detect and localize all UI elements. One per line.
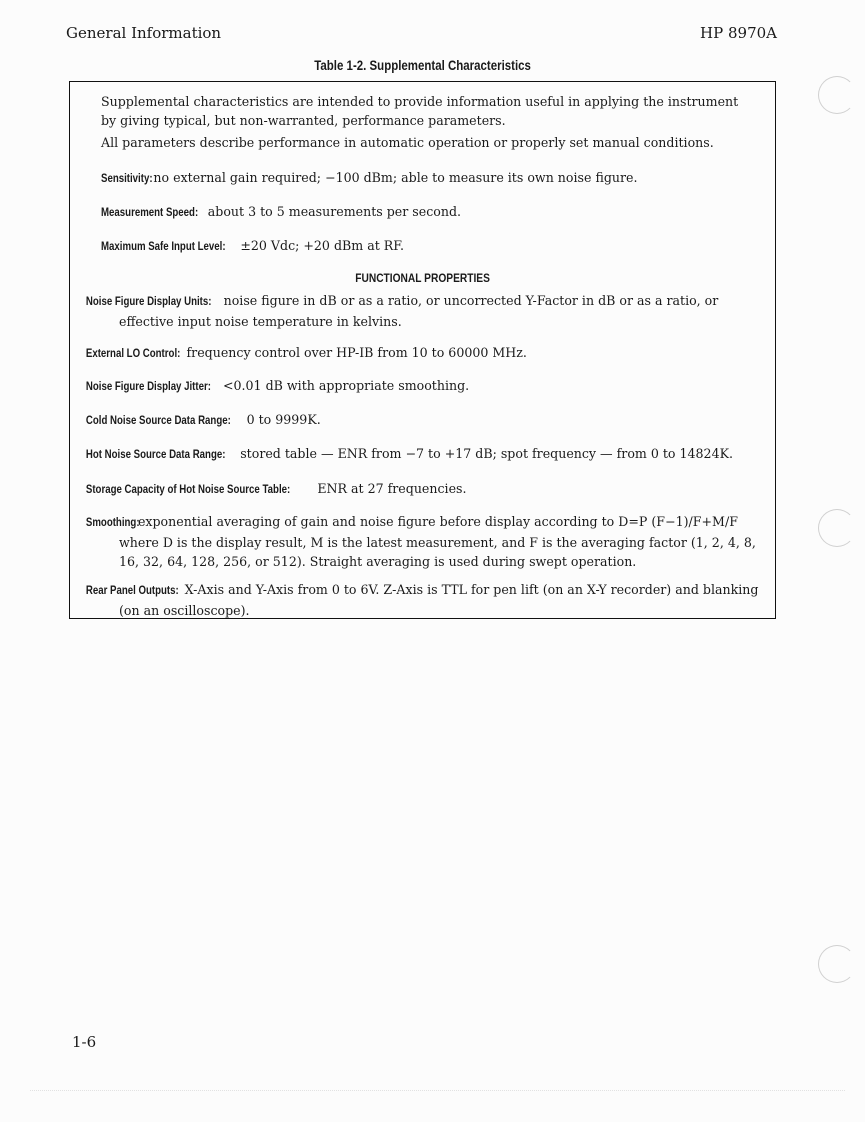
item-text: 0 to 9999K. <box>246 412 321 427</box>
item-external-lo <box>85 343 767 364</box>
item-display-units <box>85 291 767 331</box>
punch-hole-top <box>818 76 856 114</box>
item-text: about 3 to 5 measurements per second. <box>207 204 462 219</box>
item-max-safe-input <box>101 236 749 257</box>
item-label: Sensitivity: <box>101 173 153 185</box>
item-label: Measurement Speed: <box>101 207 199 219</box>
item-label: Rear Panel Outputs: <box>85 585 179 597</box>
item-measurement-speed <box>101 202 749 223</box>
item-label: Noise Figure Display Units: <box>85 296 212 308</box>
item-text: ±20 Vdc; +20 dBm at RF. <box>240 238 405 253</box>
intro-paragraph-2: All parameters describe performance in automatic operation or properly set manual conditions. <box>101 135 714 150</box>
punch-hole-bottom <box>818 945 856 983</box>
item-label: External LO Control: <box>85 348 181 360</box>
item-text: <0.01 dB with appropriate smoothing. <box>222 378 470 393</box>
item-sensitivity <box>101 168 749 189</box>
item-label: Storage Capacity of Hot Noise Source Table: <box>85 484 291 496</box>
item-label: Noise Figure Display Jitter: <box>85 381 211 393</box>
section-heading: FUNCTIONAL PROPERTIES <box>355 271 490 285</box>
item-rear-panel-outputs <box>85 580 767 620</box>
page-header-right: HP 8970A <box>700 24 777 42</box>
item-text: X-Axis and Y-Axis from 0 to 6V. Z-Axis is TTL for pen lift (on an X-Y recorder) and blanking (on an oscilloscope). <box>119 582 759 618</box>
item-storage-capacity <box>85 479 767 500</box>
item-cold-noise-range <box>85 410 767 431</box>
page-header-left: General Information <box>66 24 222 42</box>
item-label: Hot Noise Source Data Range: <box>85 449 226 461</box>
scan-edge-line <box>30 1090 845 1091</box>
item-text: ENR at 27 frequencies. <box>317 481 467 496</box>
item-text: noise figure in dB or as a ratio, or uncorrected Y-Factor in dB or as a ratio, or effective input noise temperature in kelvins. <box>119 293 719 329</box>
item-hot-noise-range <box>85 444 767 465</box>
item-display-jitter <box>85 376 767 397</box>
item-text: frequency control over HP-IB from 10 to 60000 MHz. <box>186 345 527 360</box>
item-text: exponential averaging of gain and noise figure before display according to D=P (F−1)/F+M/F where D is the display result, M is the latest measurement, and F is the averaging factor (1, 2, 4, 8, 16, 32, 64, 128, 256, or 512). Straight averaging is used during swept operation. <box>119 514 756 569</box>
item-label: Cold Noise Source Data Range: <box>85 415 231 427</box>
item-smoothing <box>85 512 767 571</box>
intro-paragraph-1: Supplemental characteristics are intended to provide information useful in applying the instrument by giving typical, but non-warranted, performance parameters. <box>101 94 739 128</box>
punch-hole-middle <box>818 509 856 547</box>
item-text: stored table — ENR from −7 to +17 dB; spot frequency — from 0 to 14824K. <box>240 446 733 461</box>
item-label: Smoothing: <box>85 517 140 529</box>
item-label: Maximum Safe Input Level: <box>101 241 226 253</box>
item-text: no external gain required; −100 dBm; able to measure its own noise figure. <box>153 170 638 185</box>
page-number: 1-6 <box>72 1033 97 1051</box>
table-title: Table 1-2. Supplemental Characteristics <box>314 57 531 73</box>
